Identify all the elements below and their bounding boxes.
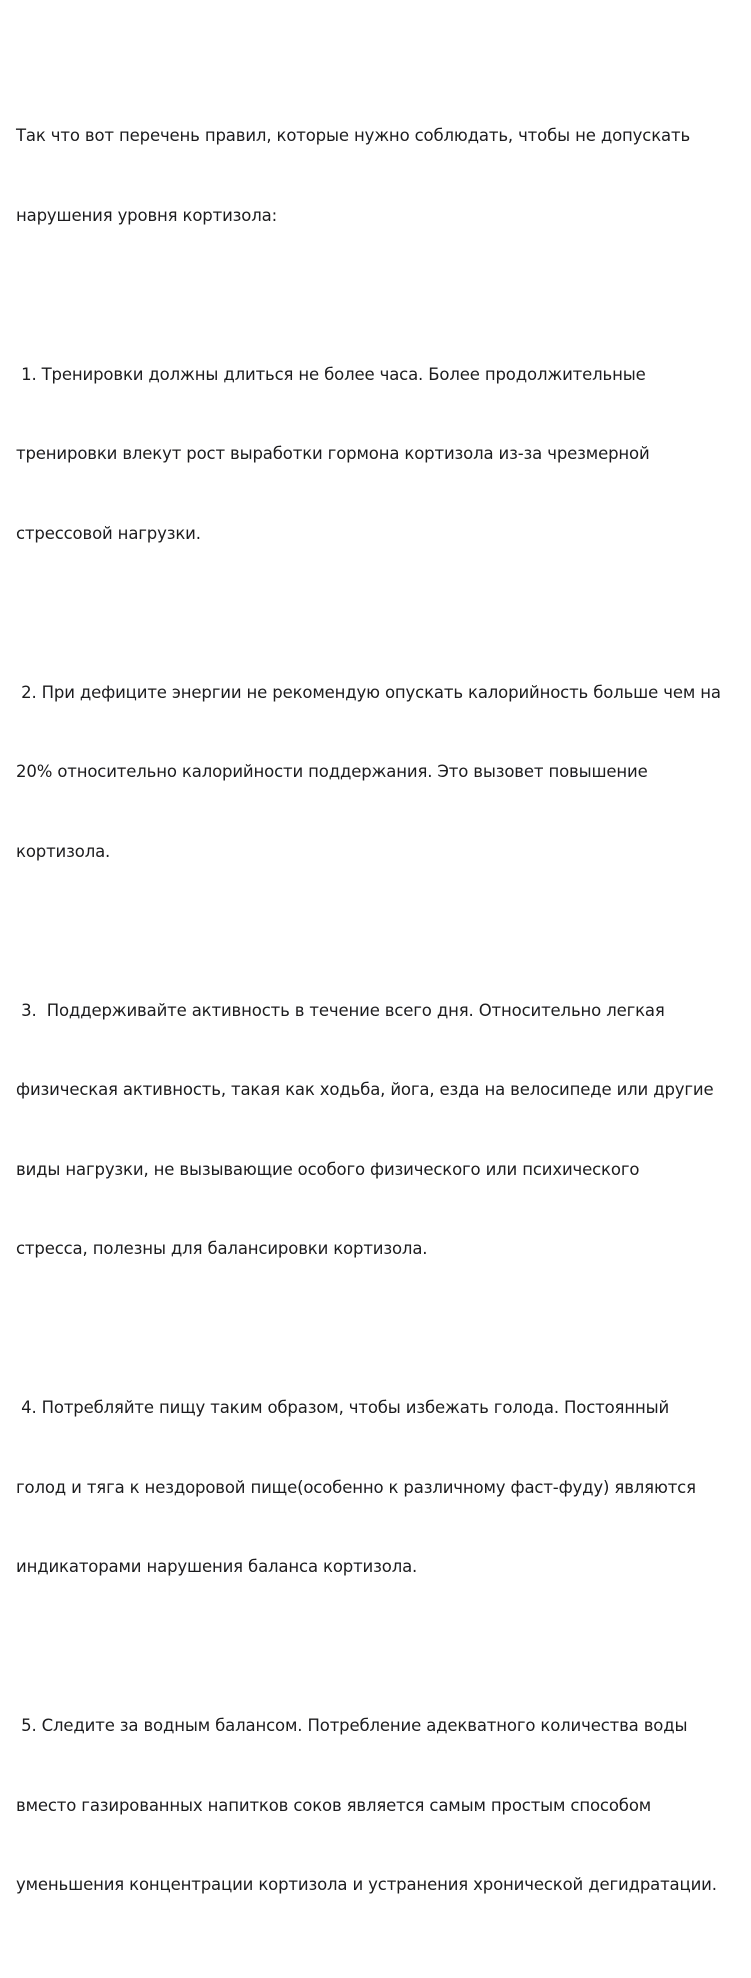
rule-2-paragraph [16,627,741,919]
text-line: стресса, полезны для балансировки кортизола. [16,1239,428,1258]
intro-paragraph [16,70,741,282]
text-line: 1. Тренировки должны длиться не более часа. Более продолжительные [16,364,646,384]
text-line: индикаторами нарушения баланса кортизола. [16,1557,418,1576]
text-line: 20% относительно калорийности поддержания. Это вызовет повышение [16,762,648,781]
rule-3-paragraph [16,945,741,1316]
text-line: Так что вот перечень правил, которые нужно соблюдать, чтобы не допускать [16,126,691,145]
text-line: 3. Поддерживайте активность в течение всего дня. Относительно легкая [16,1000,665,1020]
text-line: 2. При дефиците энергии не рекомендую опускать калорийность больше чем на [16,682,721,702]
text-line: вместо газированных напитков соков является самым простым способом [16,1795,652,1815]
text-line: тренировки влекут рост выработки гормона кортизола из-за чрезмерной [16,444,650,463]
text-line: физическая активность, такая как ходьба, йога, езда на велосипеде или другие [16,1080,714,1099]
document-body [16,70,741,1978]
text-line: виды нагрузки, не вызывающие особого физического или психического [16,1159,640,1179]
rule-5-paragraph [16,1660,741,1952]
text-line: 5. Следите за водным балансом. Потребление адекватного количества воды [16,1716,688,1735]
rule-1-paragraph [16,309,741,601]
text-line: голод и тяга к нездоровой пище(особенно к различному фаст-фуду) являются [16,1477,696,1497]
text-line: кортизола. [16,841,111,861]
text-line: стрессовой нагрузки. [16,523,201,543]
text-line: 4. Потребляйте пищу таким образом, чтобы избежать голода. Постоянный [16,1398,670,1417]
text-line: нарушения уровня кортизола: [16,205,277,225]
text-line: уменьшения концентрации кортизола и устранения хронической дегидратации. [16,1875,717,1894]
rule-4-paragraph [16,1342,741,1634]
